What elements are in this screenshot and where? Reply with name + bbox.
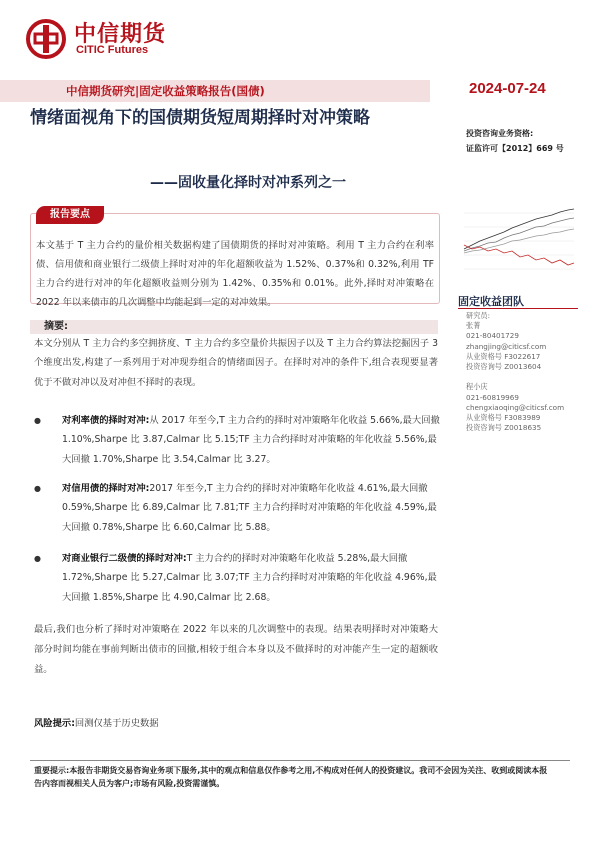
team-line	[466, 372, 564, 382]
summary-bullet	[34, 411, 440, 469]
team-line: 投资咨询号 Z0018635	[466, 423, 542, 433]
team-line: 021-60819969	[466, 392, 519, 402]
team-line: 从业资格号 F3022617	[466, 351, 541, 361]
risk-label: 风险提示:	[34, 718, 75, 729]
thumbnail-chart	[458, 205, 576, 275]
summary-bullet	[34, 479, 440, 537]
summary-band	[30, 320, 438, 334]
bullet-label: 对利率债的择时对冲:	[62, 415, 150, 426]
team-line: 程小庆	[466, 382, 488, 392]
qualification-license: 证监许可【2012】669 号	[466, 144, 564, 153]
highlights-body: 本文基于 T 主力合约的量价相关数据构建了国债期货的择时对冲策略。利用 T 主力合约在利率债、信用债和商业银行二级债上择时对冲的年化超额收益为 1.52%、0.37%和 0.32%,利用 TF 主力合约进行对冲的年化超额收益则分别为 1.42%、0.35%和 0.01%。此外,择时对冲策略在 2022 年以来债市的几次调整中均能起到一定的对冲效果。	[36, 240, 434, 308]
bullet-icon: ●	[34, 484, 41, 493]
footer-divider	[30, 760, 570, 761]
report-type: 中信期货研究|固定收益策略报告(国债)	[66, 84, 265, 98]
bullet-text: 从 2017 年至今,T 主力合约的择时对冲策略年化收益 5.66%,最大回撤 1.10%,Sharpe 比 3.87,Calmar 比 5.15;TF 主力合约择时对冲策略的年化收益 5.56%,最大回撤 1.70%,Sharpe 比 3.54,Calmar 比 3.27。	[62, 415, 440, 465]
report-title: 情绪面视角下的国债期货短周期择时对冲策略	[30, 108, 370, 128]
bullet-icon: ●	[34, 554, 41, 563]
summary-closing: 最后,我们也分析了择时对冲策略在 2022 年以来的几次调整中的表现。结果表明择时对冲策略大部分时间均能在事前判断出债市的回撤,相较于组合本身以及不做择时的对冲能产生一定的超额收益。	[34, 624, 438, 675]
summary-intro: 本文分别从 T 主力合约多空拥挤度、T 主力合约多空量价共振因子以及 T 主力合约算法挖掘因子 3 个维度出发,构建了一系列用于对冲现券组合的情绪面因子。在择时对冲的条件下,组合表现要显著优于不做对冲以及对冲但不择时的表现。	[34, 338, 438, 388]
bullet-label: 对商业银行二级债的择时对冲:	[62, 553, 187, 564]
team-line: 021-80401729	[466, 331, 519, 341]
team-line: 研究员:	[466, 311, 490, 320]
disclaimer: 重要提示:本报告非期货交易咨询业务项下服务,其中的观点和信息仅作参考之用,不构成对任何人的投资建议。我司不会因为关注、收到或阅读本报告内容而视相关人员为客户;市场有风险,投资需谨慎。	[34, 766, 548, 788]
risk-text: 回测仅基于历史数据	[74, 718, 159, 729]
bullet-text: T 主力合约的择时对冲策略年化收益 5.28%,最大回撤 1.72%,Sharpe 比 5.27,Calmar 比 3.07;TF 主力合约择时对冲策略的年化收益 4.96%,最大回撤 1.85%,Sharpe 比 4.90,Calmar 比 2.68。	[62, 553, 437, 603]
team-line: 投资咨询号 Z0013604	[466, 362, 542, 372]
team-divider	[458, 308, 578, 309]
report-subtitle: ——固收量化择时对冲系列之一	[150, 175, 346, 191]
team-contacts	[466, 311, 564, 433]
brand-name-cn: 中信期货	[74, 22, 167, 47]
bullet-label: 对信用债的择时对冲:	[62, 483, 150, 494]
brand-name-en: CITIC Futures	[76, 44, 149, 56]
team-title: 固定收益团队	[458, 295, 524, 308]
qualification-label: 投资咨询业务资格:	[466, 129, 534, 138]
citic-logo-icon	[26, 19, 66, 59]
team-line: 张菁	[466, 321, 481, 331]
risk-note	[34, 715, 159, 729]
bullet-icon: ●	[34, 416, 41, 425]
report-date: 2024-07-24	[469, 80, 546, 97]
team-line: 从业资格号 F3083989	[466, 413, 541, 423]
team-line: chengxiaoqing@citicsf.com	[466, 402, 565, 412]
highlights-tag: 报告要点	[50, 209, 90, 220]
summary-heading: 摘要:	[44, 321, 68, 332]
team-line: zhangjing@citicsf.com	[466, 341, 547, 351]
bullet-text: 2017 年至今,T 主力合约的择时对冲策略年化收益 4.61%,最大回撤 0.59%,Sharpe 比 6.89,Calmar 比 7.81;TF 主力合约择时对冲策略的年化收益 4.59%,最大回撤 0.78%,Sharpe 比 6.60,Calmar 比 5.88。	[62, 483, 437, 533]
summary-bullet	[34, 549, 440, 607]
